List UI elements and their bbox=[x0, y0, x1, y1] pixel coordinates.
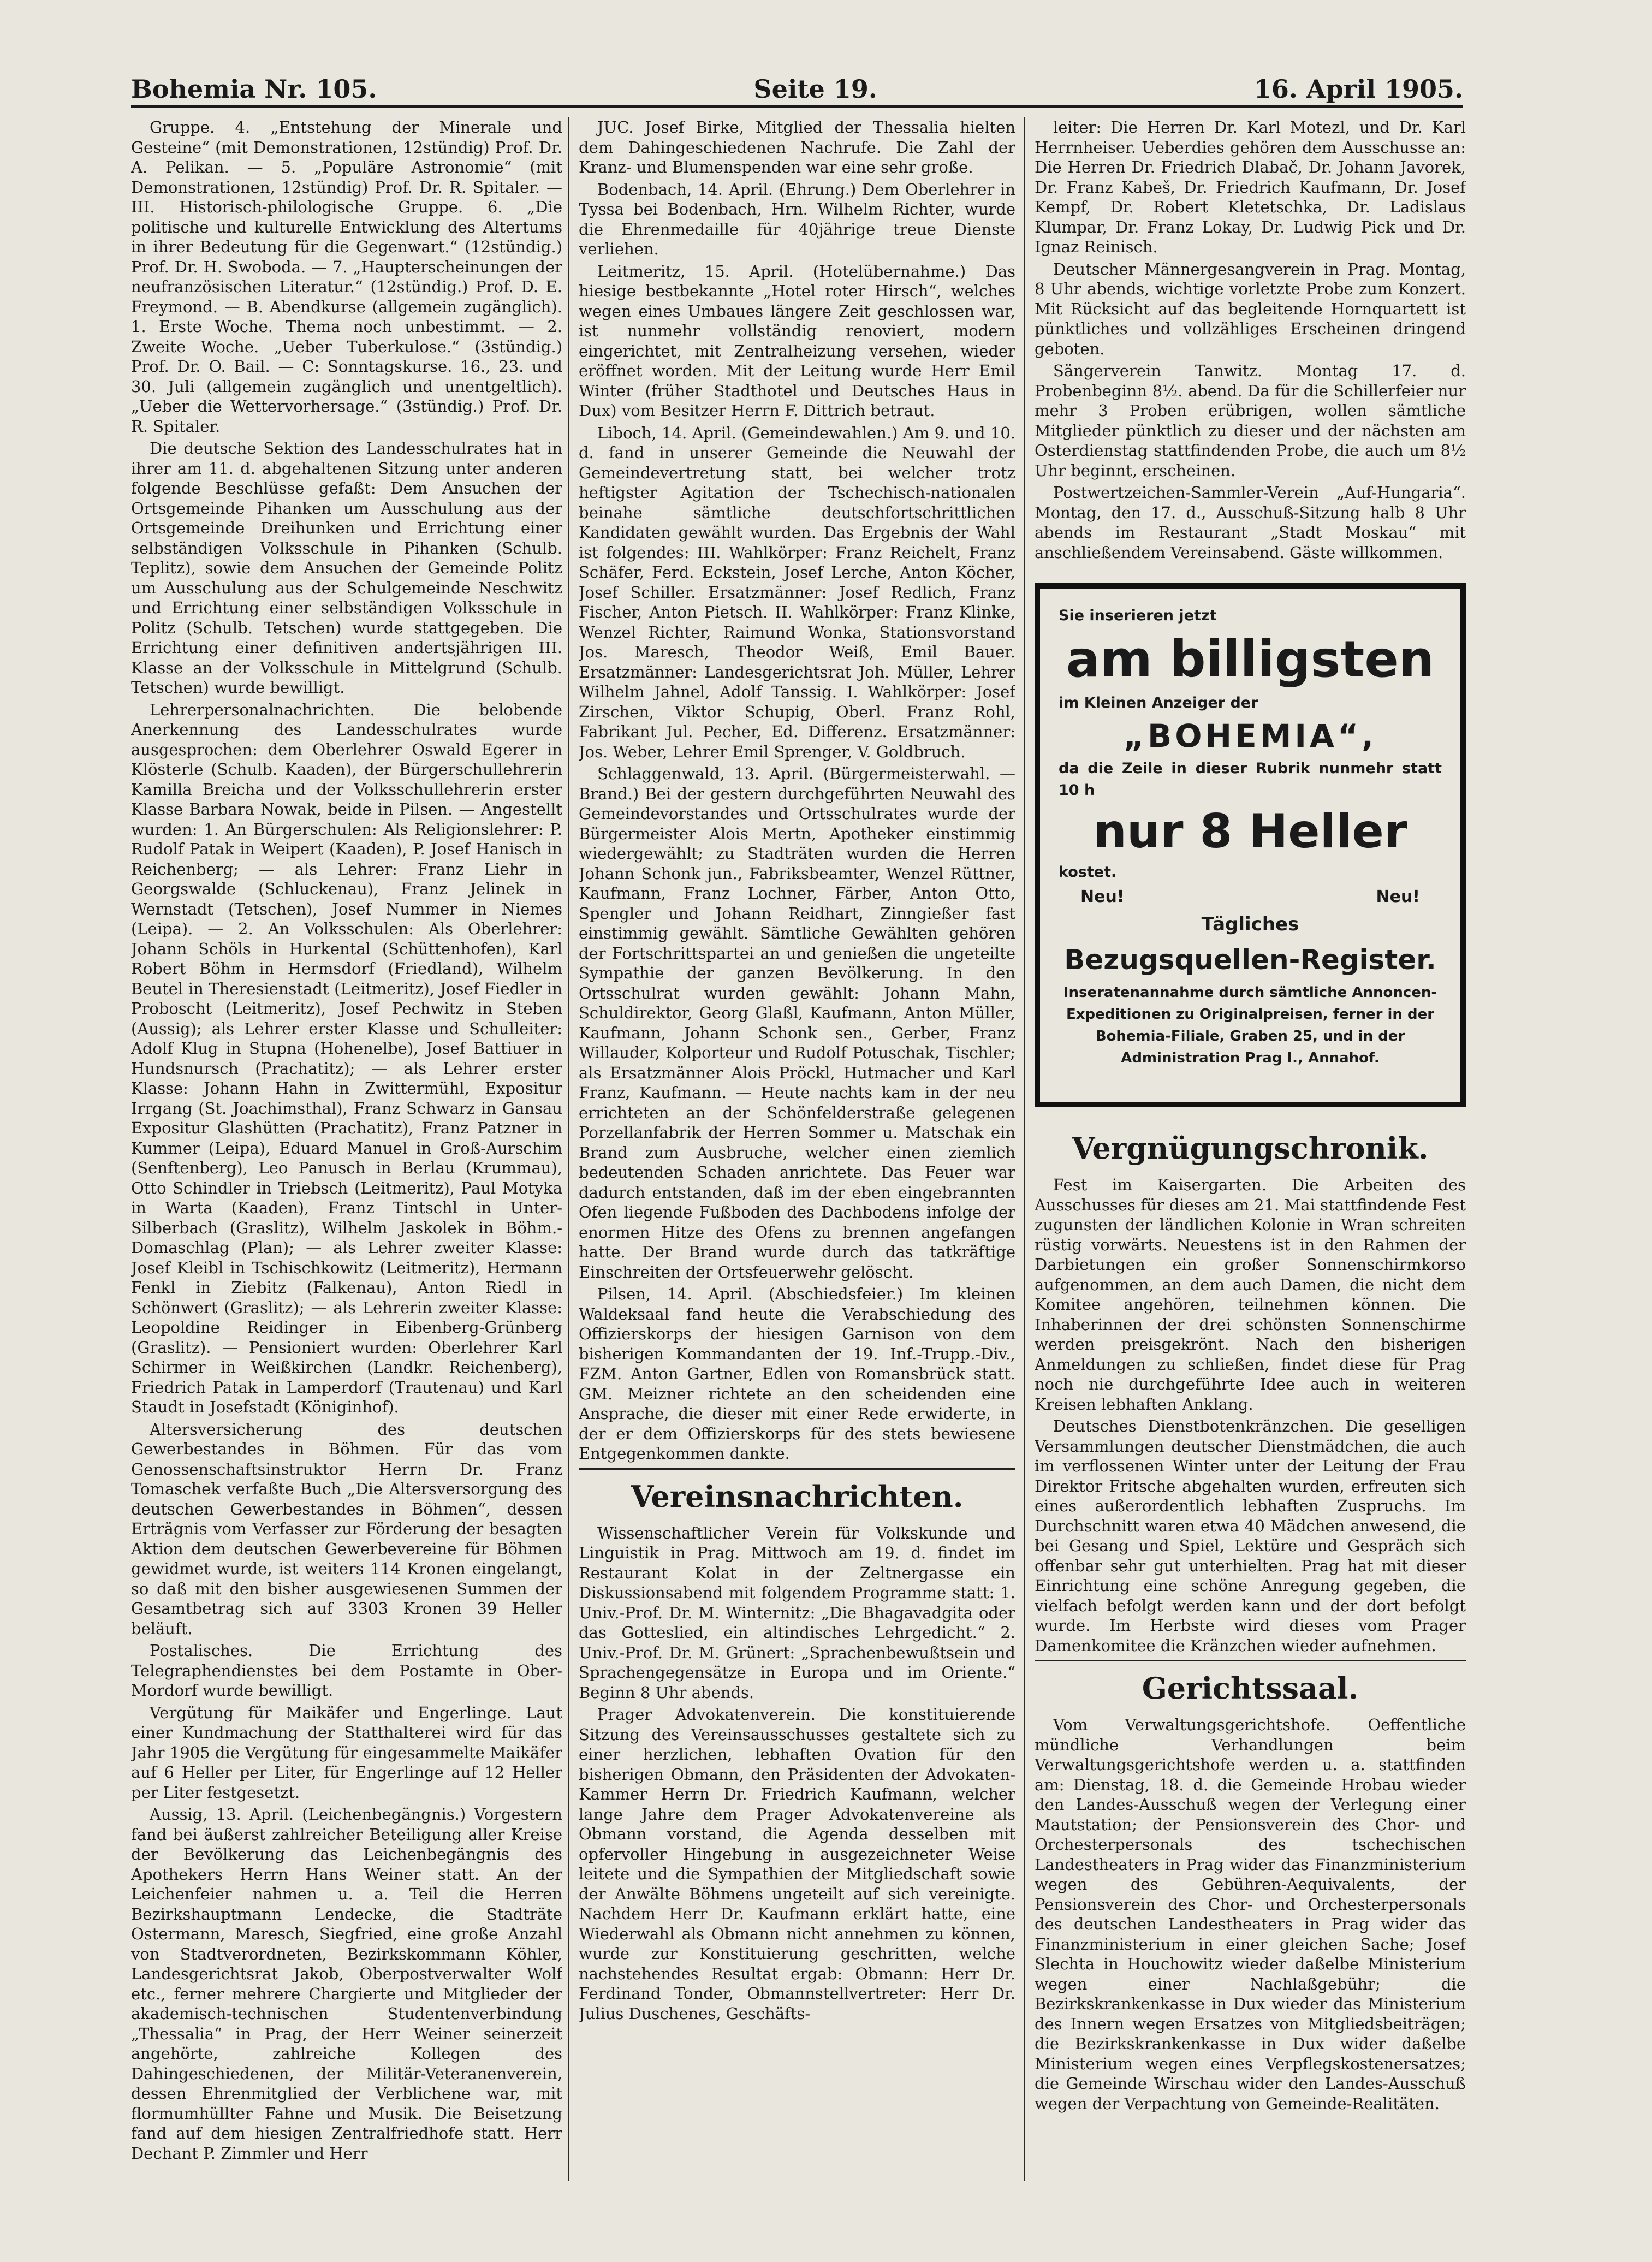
column-2 bbox=[579, 117, 1015, 2181]
article-paragraph: Sängerverein Tanwitz. Montag 17. d. Probenbeginn 8½. abend. Da für die Schillerfeier nur mehr 3 Proben erübrigen, wollen sämtliche Mitglieder pünktlich zu dieser und der nächsten am Osterdienstag stattfindenden Probe, die auch um 8½ Uhr beginnt, erscheinen. bbox=[1035, 361, 1466, 480]
ad-price: nur 8 Heller bbox=[1093, 804, 1407, 859]
header-date: 16. April 1905. bbox=[1253, 74, 1463, 104]
article-paragraph: Die deutsche Sektion des Landesschulrates hat in ihrer am 11. d. abgehaltenen Sitzung unter anderen folgende Beschlüsse gefaßt: Dem Ansuchen der Ortsgemeinde Pihanken um Ausschulung aus der Ortsgemeinde Dreihunken und Errichtung einer selbständigen Volksschule in Pihanken (Schulb. Teplitz), sowie dem Ansuchen der Gemeinde Politz um Ausschulung aus der Schulgemeinde Neschwitz und Errichtung einer selbständigen Volksschule in Politz (Schulb. Tetschen) wurde stattgegeben. Die Errichtung einer definitiven andertsjährigen III. Klasse an der Volksschule in Mittelgrund (Schulb. Tetschen) wurde bewilligt. bbox=[131, 439, 562, 697]
ad-new-left: Neu! bbox=[1080, 887, 1125, 906]
section-rule bbox=[579, 1468, 1015, 1470]
ad-line: da die Zeile in dieser Rubrik nunmehr statt 10 h bbox=[1059, 760, 1442, 799]
article-paragraph: Fest im Kaisergarten. Die Arbeiten des Ausschusses für dieses am 21. Mai stattfindende Fest zugunsten der ländlichen Kolonie in Wran schreiten rüstig vorwärts. Neuestens ist in den Rahmen der Darbietungen ein großer Sonnenschirmkorso aufgenommen, an dem auch Damen, die nicht dem Komitee angehören, teilnehmen können. Die Inhaberinnen der drei schönsten Sonnenschirme werden preisgekrönt. Nach den bisherigen Anmeldungen zu schließen, findet diese für Prag noch nie durchgeführte Idee auch in weiteren Kreisen lebhaften Anklang. bbox=[1035, 1175, 1466, 1414]
article-paragraph: Prager Advokatenverein. Die konstituierende Sitzung des Vereinsausschusses gestaltete sich zu einer herzlichen, lebhaften Ovation für den bisherigen Obmann, den Präsidenten der Advokaten-Kammer Herrn Dr. Friedrich Kaufmann, welcher lange Jahre dem Prager Advokatenvereine als Obmann vorstand, die Agenda desselben mit opfervoller Hingebung in ausgezeichneter Weise leitete und die Sympathien der Mitgliedschaft sowie der Anwälte Böhmens ungeteilt auf sich vereinigte. Nachdem Herr Dr. Kaufmann erklärt hatte, eine Wiederwahl als Obmann nicht annehmen zu können, wurde zur Konstituierung geschritten, welche nachstehendes Resultat ergab: Obmann: Herr Dr. Ferdinand Tonder, Obmannstellvertreter: Herr Dr. Julius Duschenes, Geschäfts- bbox=[579, 1705, 1015, 2023]
ad-register-title: Bezugsquellen-Register. bbox=[1064, 944, 1436, 976]
article-paragraph: Aussig, 13. April. (Leichenbegängnis.) Vorgestern fand bei äußerst zahlreicher Beteiligung aller Kreise der Bevölkerung das Leichenbegängnis des Apothekers Herrn Hans Weiner statt. An der Leichenfeier nahmen u. a. Teil die Herren Bezirkshauptmann Lendecke, die Stadträte Ostermann, Maresch, Siegfried, eine große Anzahl von Stadtverordneten, Bezirkskommann Köhler, Landesgerichtsrat Jakob, Oberpostverwalter Wolf etc., ferner mehrere Chargierte und Mitglieder der akademisch-technischen Studentenverbindung „Thessalia“ in Prag, der Herr Weiner seinerzeit angehörte, zahlreiche Kollegen des Dahingeschiedenen, der Militär-Veteranenverein, dessen Ehrenmitglied der Verblichene war, mit flormumhüllter Fahne und Musik. Die Beisetzung fand auf dem hiesigen Zentralfriedhofe statt. Herr Dechant P. Zimmler und Herr bbox=[131, 1805, 562, 2163]
section-title-vergnuegungschronik: Vergnügungschronik. bbox=[1072, 1131, 1429, 1166]
article-paragraph: Bodenbach, 14. April. (Ehrung.) Dem Oberlehrer in Tyssa bei Bodenbach, Hrn. Wilhelm Richter, wurde die Ehrenmedaille für 40jährige treue Dienste verliehen. bbox=[579, 180, 1015, 258]
article-paragraph: Altersversicherung des deutschen Gewerbestandes in Böhmen. Für das vom Genossenschaftsinstruktor Herrn Dr. Franz Tomaschek verfaßte Buch „Die Altersversorgung des deutschen Gewerbestandes in Böhmen“, dessen Erträgnis vom Verfasser zur Förderung der besagten Aktion dem deutschen Gewerbevereine für Böhmen gewidmet wurde, ist weiters 114 Kronen eingelangt, so daß mit den bisher ausgewiesenen Summen der Gesamtbetrag sich auf 3303 Kronen 39 Heller beläuft. bbox=[131, 1420, 562, 1638]
article-paragraph: Lehrerpersonalnachrichten. Die belobende Anerkennung des Landesschulrates wurde ausgesprochen: dem Oberlehrer Oswald Egerer in Klösterle (Schulb. Kaaden), der Bürgerschullehrerin Kamilla Breicha und der Volksschullehrerin erster Klasse Barbara Nowak, beide in Pilsen. — Angestellt wurden: 1. An Bürgerschulen: Als Religionslehrer: P. Rudolf Patak in Weipert (Kaaden), P. Josef Hanisch in Reichenberg; — als Lehrer: Franz Liehr in Georgswalde (Schluckenau), Franz Jelinek in Wernstadt (Tetschen), Josef Nummer in Niemes (Leipa). — 2. An Volksschulen: Als Oberlehrer: Johann Schöls in Hurkental (Schüttenhofen), Karl Robert Böhm in Hermsdorf (Friedland), Wilhelm Beutel in Theresienstadt (Leitmeritz), Josef Fiedler in Proboscht (Leitmeritz), Josef Pechwitz in Steben (Aussig); als Lehrer erster Klasse und Schulleiter: Adolf Klug in Stupna (Hohenelbe), Josef Battiuer in Hundsnursch (Prachatitz); — als Lehrer erster Klasse: Johann Hahn in Zwittermühl, Expositur Irrgang (St. Joachimsthal), Franz Schwarz in Gansau Expositur Glashütten (Prachatitz), Franz Patzner in Kummer (Leipa), Eduard Manuel in Groß-Aurschim (Senftenberg), Leo Panusch in Berlau (Krummau), Otto Schindler in Triebsch (Leitmeritz), Paul Motyka in Warta (Kaaden), Franz Tintschl in Unter-Silberbach (Graslitz), Wilhelm Jaskolek in Böhm.-Domaschlag (Plan); — als Lehrer zweiter Klasse: Josef Kleibl in Tschischkowitz (Leitmeritz), Hermann Fenkl in Ziebitz (Falkenau), Anton Riedl in Schönwert (Graslitz); — als Lehrerin zweiter Klasse: Leopoldine Reidinger in Eibenberg-Grünberg (Graslitz). — Pensioniert wurden: Oberlehrer Karl Schirmer in Weißkirchen (Landkr. Reichenberg), Friedrich Patak in Lamperdorf (Trautenau) und Karl Staudt in Josefstadt (Königinhof). bbox=[131, 700, 562, 1416]
section-title-vereinsnachrichten: Vereinsnachrichten. bbox=[631, 1479, 964, 1514]
ad-new-right: Neu! bbox=[1376, 887, 1420, 906]
ad-brand: „BOHEMIA“, bbox=[1123, 717, 1377, 755]
article-paragraph: Liboch, 14. April. (Gemeindewahlen.) Am 9. und 10. d. fand in unserer Gemeinde die Neuwahl der Gemeindevertretung statt, bei welcher trotz heftigster Agitation der Tschechisch-nationalen beinahe sämtliche deutschfortschrittlichen Kandidaten gewählt wurden. Das Ergebnis der Wahl ist folgendes: III. Wahlkörper: Franz Reichelt, Franz Schäfer, Ferd. Eckstein, Josef Lerche, Anton Köcher, Josef Schiller. Ersatzmänner: Josef Redlich, Franz Fischer, Anton Pietsch. II. Wahlkörper: Franz Klinke, Wenzel Richter, Raimund Wonka, Stationsvorstand Jos. Maresch, Theodor Weiß, Emil Bauer. Ersatzmänner: Landesgerichtsrat Joh. Müller, Lehrer Wilhelm Jahnel, Adolf Tanssig. I. Wahlkörper: Josef Zirschen, Viktor Schupig, Oberl. Franz Rohl, Fabrikant Jul. Pecher, Ed. Differenz. Ersatzmänner: Jos. Weber, Lehrer Emil Sprenger, V. Goldbruch. bbox=[579, 423, 1015, 761]
article-paragraph: Postwertzeichen-Sammler-Verein „Auf-Hungaria“. Montag, den 17. d., Ausschuß-Sitzung halb 8 Uhr abends im Restaurant „Stadt Moskau“ mit anschließendem Vereinsabend. Gäste willkommen. bbox=[1035, 483, 1466, 562]
ad-line: im Kleinen Anzeiger der bbox=[1059, 694, 1258, 711]
ad-line: Sie inserieren jetzt bbox=[1059, 607, 1217, 624]
column-1 bbox=[131, 117, 562, 2181]
header-rule bbox=[131, 105, 1463, 108]
article-paragraph: Leitmeritz, 15. April. (Hotelübernahme.) Das hiesige bestbekannte „Hotel roter Hirsch“, welches wegen eines Umbaues längere Zeit geschlossen war, ist nunmehr vollständig renoviert, modern eingerichtet, mit Zentralheizung versehen, wieder eröffnet worden. Mit der Leitung wurde Herr Emil Winter (früher Stadthotel und Deutsches Haus in Dux) vom Besitzer Herrn F. Dittrich betraut. bbox=[579, 262, 1015, 420]
header-page-number: Seite 19. bbox=[753, 74, 877, 104]
article-paragraph: Schlaggenwald, 13. April. (Bürgermeisterwahl. — Brand.) Bei der gestern durchgeführten Neuwahl des Gemeindevorstandes und Ortsschulrates wurde der Bürgermeister Alois Mertn, Apotheker einstimmig wiedergewählt; zu Stadträten wurden die Herren Johann Schonk jun., Fabriksbeamter, Wenzel Rüttner, Kaufmann, Franz Lochner, Färber, Anton Otto, Spengler und Johann Reidhart, Zinngießer fast einstimmig gewählt. Sämtliche Gewählten gehören der Fortschrittspartei an und genießen die ungeteilte Sympathie der ganzen Bevölkerung. In den Ortsschulrat wurden gewählt: Johann Mahn, Schuldirektor, Georg Glaßl, Kaufmann, Anton Müller, Kaufmann, Johann Schonk sen., Gerber, Franz Willauder, Kolporteur und Rudolf Potuschak, Tischler; als Ersatzmänner Alois Pröckl, Hutmacher und Karl Franz, Kaufmann. — Heute nachts kam in der neu errichteten an der Schönfelderstraße gelegenen Porzellanfabrik der Herren Sommer u. Matschak ein Brand zum Ausbruche, welcher einen ziemlich bedeutenden Schaden anrichtete. Das Feuer war dadurch entstanden, daß im der eben eingebrannten Ofen liegende Fußboden des Dachbodens infolge der enormen Hitze des Ofens zu brennen angefangen hatte. Der Brand wurde durch das tatkräftige Einschreiten der Ortsfeuerwehr gelöscht. bbox=[579, 764, 1015, 1281]
article-paragraph: Deutsches Dienstbotenkränzchen. Die geselligen Versammlungen deutscher Dienstmädchen, die auch im verflossenen Winter unter der Leitung der Frau Direktor Fritsche abgehalten wurden, erfreuten sich eines außerordentlich lebhaften Zuspruchs. Im Durchschnitt waren etwa 40 Mädchen anwesend, die bei Gesang und Spiel, Lektüre und Gespräch sich offenbar sehr gut unterhielten. Prag hat mit dieser Einrichtung eine schöne Anregung gegeben, die vielfach befolgt werden kann und der dort befolgt wurde. Im Herbste wird dieses vom Prager Damenkomitee die Kränzchen wieder aufnehmen. bbox=[1035, 1417, 1466, 1655]
section-title-gerichtssaal: Gerichtssaal. bbox=[1142, 1671, 1359, 1706]
page-header bbox=[131, 66, 1463, 104]
column-divider bbox=[1024, 117, 1025, 2181]
article-paragraph: Gruppe. 4. „Entstehung der Minerale und Gesteine“ (mit Demonstrationen, 12stündig) Prof. Dr. A. Pelikan. — 5. „Populäre Astronomie“ (mit Demonstrationen, 12stündig) Prof. Dr. R. Spitaler. — III. Historisch-philologische Gruppe. 6. „Die politische und kulturelle Entwicklung des Altertums in ihrer Bedeutung für die Gegenwart.“ (12stündig.) Prof. Dr. H. Swoboda. — 7. „Haupterscheinungen der neufranzösischen Literatur.“ (12stündig.) Prof. D. E. Freymond. — B. Abendkurse (allgemein zugänglich). 1. Erste Woche. Thema noch unbestimmt. — 2. Zweite Woche. „Ueber Tuberkulose.“ (3stündig.) Prof. Dr. O. Bail. — C: Sonntagskurse. 16., 23. und 30. Juli (allgemein zugänglich und unentgeltlich). „Ueber die Wettervorhersage.“ (3stündig.) Prof. Dr. R. Spitaler. bbox=[131, 118, 562, 436]
article-paragraph: JUC. Josef Birke, Mitglied der Thessalia hielten dem Dahingeschiedenen Nachrufe. Die Zahl der Kranz- und Blumenspenden war eine sehr große. bbox=[579, 118, 1015, 176]
ad-footer: Inseratenannahme durch sämtliche Annoncen-Expeditionen zu Originalpreisen, ferner in der Bohemia-Filiale, Graben 25, und in der Administration Prag I., Annahof. bbox=[1063, 984, 1437, 1066]
article-paragraph: Postalisches. Die Errichtung des Telegraphendienstes bei dem Postamte in Ober-Mordorf wurde bewilligt. bbox=[131, 1641, 562, 1700]
column-divider bbox=[568, 117, 569, 2181]
advertisement-box bbox=[1035, 583, 1466, 1107]
article-paragraph: Deutscher Männergesangverein in Prag. Montag, 8 Uhr abends, wichtige vorletzte Probe zum Konzert. Mit Rücksicht auf das begleitende Hornquartett ist pünktliches und vollzähliges Erscheinen dringend geboten. bbox=[1035, 259, 1466, 358]
column-3 bbox=[1035, 117, 1466, 2181]
article-paragraph: leiter: Die Herren Dr. Karl Motezl, und Dr. Karl Herrnheiser. Ueberdies gehören dem Ausschusse an: Die Herren Dr. Friedrich Dlabač, Dr. Johann Javorek, Dr. Franz Kabeš, Dr. Friedrich Kaufmann, Dr. Josef Kempf, Dr. Robert Kletetschka, Dr. Ladislaus Klumpar, Dr. Franz Lokay, Dr. Ludwig Pick und Dr. Ignaz Reinisch. bbox=[1035, 118, 1466, 256]
ad-line: kostet. bbox=[1059, 864, 1117, 881]
ad-headline: am billigsten bbox=[1066, 630, 1435, 688]
ad-new-row bbox=[1059, 883, 1442, 911]
article-paragraph: Vergütung für Maikäfer und Engerlinge. Laut einer Kundmachung der Statthalterei wird für das Jahr 1905 die Vergütung für eingesammelte Maikäfer auf 6 Heller per Liter, für Engerlinge auf 12 Heller per Liter festgesetzt. bbox=[131, 1703, 562, 1802]
article-paragraph: Vom Verwaltungsgerichtshofe. Oeffentliche mündliche Verhandlungen beim Verwaltungsgerichtshofe werden u. a. stattfinden am: Dienstag, 18. d. die Gemeinde Hrobau wieder den Landes-Ausschuß wegen der Verlegung einer Mautstation; der Pensionsverein des Chor- und Orchesterpersonals des tschechischen Landestheaters in Prag wider das Finanzministerium wegen des Gebühren-Aequivalents, der Pensionsverein des Chor- und Orchesterpersonals des deutschen Landestheaters in Prag wider das Finanzministerium in einer gleichen Sache; Josef Slechta in Houchowitz wieder daßelbe Ministerium wegen einer Nachlaßgebühr; die Bezirkskrankenkasse in Dux wieder das Ministerium des Innern wegen Ersatzes von Mitgliedsbeiträgen; die Bezirkskrankenkasse in Dux wider daßelbe Ministerium wegen eines Verpflegskostenersatzes; die Gemeinde Wirschau wider den Landes-Ausschuß wegen der Verpachtung von Gemeinde-Realitäten. bbox=[1035, 1715, 1466, 2113]
article-paragraph: Wissenschaftlicher Verein für Volkskunde und Linguistik in Prag. Mittwoch am 19. d. findet im Restaurant Kolat in der Zeltnergasse ein Diskussionsabend mit folgendem Programme statt: 1. Univ.-Prof. Dr. M. Winternitz: „Die Bhagavadgita oder das Gotteslied, ein altindisches Lehrgedicht.“ 2. Univ.-Prof. Dr. M. Grünert: „Sprachenbewußtsein und Sprachengegensätze in Europa und im Oriente.“ Beginn 8 Uhr abends. bbox=[579, 1523, 1015, 1702]
section-rule bbox=[1035, 1660, 1466, 1661]
ad-line: Tägliches bbox=[1201, 913, 1299, 935]
article-paragraph: Pilsen, 14. April. (Abschiedsfeier.) Im kleinen Waldeksaal fand heute die Verabschiedung des Offizierskorps der hiesigen Garnison von dem bisherigen Kommandanten der 19. Inf.-Trupp.-Div., FZM. Anton Gartner, Edlen von Romansbrück statt. GM. Meizner richtete an den scheidenden eine Ansprache, die dieser mit einer Rede erwiderte, in der er dem Offizierskorps für des stets bewiesene Entgegenkommen dankte. bbox=[579, 1285, 1015, 1463]
header-title: Bohemia Nr. 105. bbox=[131, 74, 377, 104]
